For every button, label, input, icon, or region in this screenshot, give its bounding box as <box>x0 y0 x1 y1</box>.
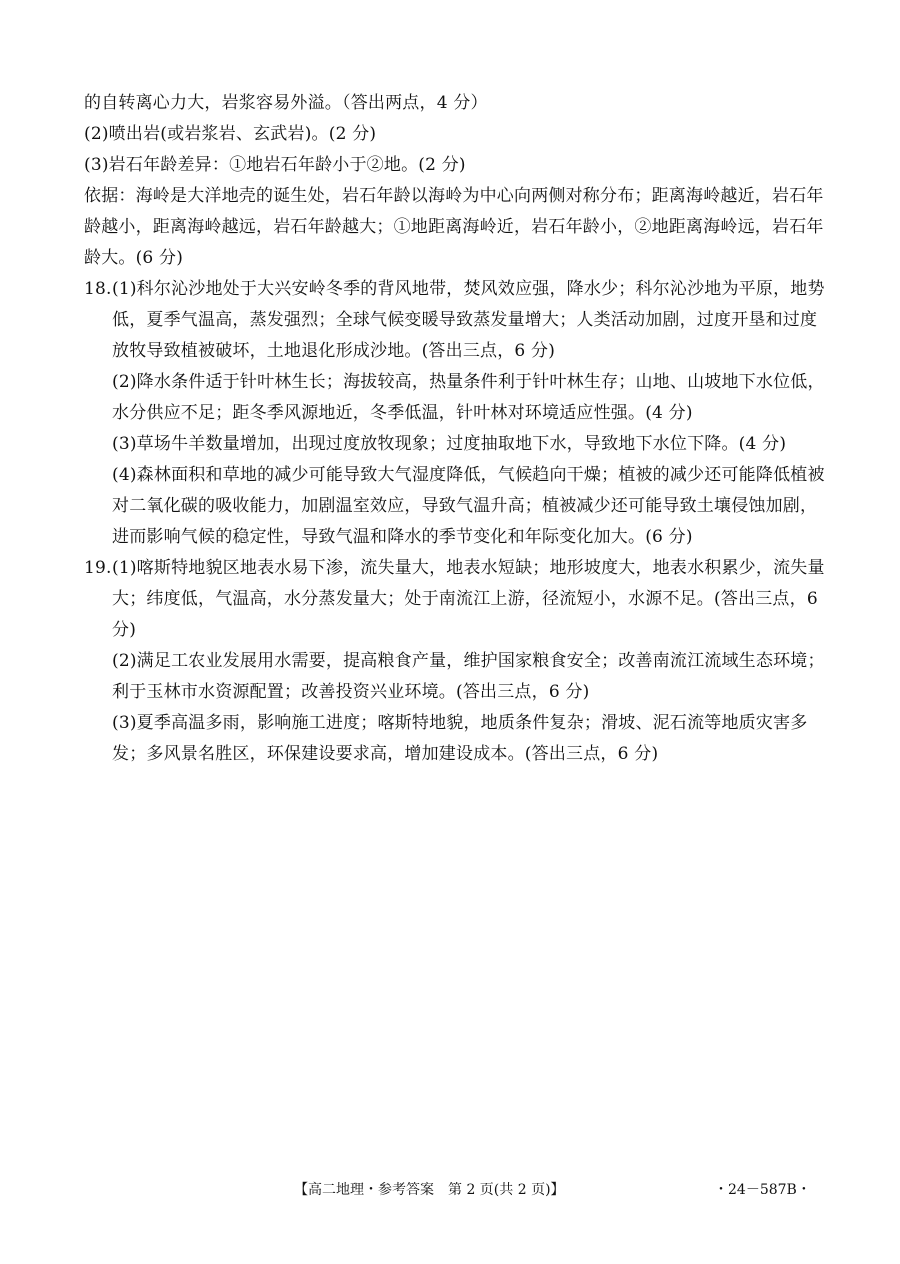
footer-doc-code: ・24－587B・ <box>714 1182 811 1198</box>
q17-part-2: (2)喷出岩(或岩浆岩、玄武岩)。(2 分) <box>84 124 377 144</box>
q19-part-1: (1)喀斯特地貌区地表水易下渗，流失量大，地表水短缺；地形坡度大，地表水积累少，流失量大；纬度低，气温高，水分蒸发量大；处于南流江上游，径流短小，水源不足。(答出三点，6 分) <box>112 558 825 640</box>
q18-part-2: (2)降水条件适于针叶林生长；海拔较高，热量条件利于针叶林生存；山地、山坡地下水位低，水分供应不足；距冬季风源地近，冬季低温，针叶林对环境适应性强。(4 分) <box>112 372 825 423</box>
q18-part-3: (3)草场牛羊数量增加，出现过度放牧现象；过度抽取地下水，导致地下水位下降。(4 分) <box>112 434 787 454</box>
answer-body <box>84 88 826 770</box>
question-18-number: 18. <box>84 279 112 299</box>
q17-part-3-reasoning: 依据：海岭是大洋地壳的诞生处，岩石年龄以海岭为中心向两侧对称分布；距离海岭越近，岩石年龄越小，距离海岭越远，岩石年龄越大；①地距离海岭近，岩石年龄小，②地距离海岭远，岩石年龄大。(6 分) <box>84 186 824 268</box>
q19-part-3: (3)夏季高温多雨，影响施工进度；喀斯特地貌，地质条件复杂；滑坡、泥石流等地质灾害多发；多风景名胜区，环保建设要求高，增加建设成本。(答出三点，6 分) <box>112 713 808 764</box>
q17-continuation-line: 的自转离心力大，岩浆容易外溢。（答出两点，4 分） <box>84 93 488 113</box>
q18-part-1: (1)科尔沁沙地处于大兴安岭冬季的背风地带，焚风效应强，降水少；科尔沁沙地为平原，地势低，夏季气温高，蒸发强烈；全球气候变暖导致蒸发量增大；人类活动加剧，过度开垦和过度放牧导致植被破坏，土地退化形成沙地。(答出三点，6 分) <box>112 279 825 361</box>
question-18 <box>84 274 826 553</box>
q18-part-4: (4)森林面积和草地的减少可能导致大气湿度降低，气候趋向干燥；植被的减少还可能降低植被对二氧化碳的吸收能力，加剧温室效应，导致气温升高；植被减少还可能导致土壤侵蚀加剧，进而影响气候的稳定性，导致气温和降水的季节变化和年际变化加大。(6 分) <box>112 465 825 547</box>
footer-page-info: 【高二地理・参考答案 第 2 页(共 2 页)】 <box>294 1182 565 1198</box>
question-19 <box>84 553 826 770</box>
question-19-number: 19. <box>84 558 112 578</box>
q19-part-2: (2)满足工农业发展用水需要，提高粮食产量，维护国家粮食安全；改善南流江流域生态环境；利于玉林市水资源配置；改善投资兴业环境。(答出三点，6 分) <box>112 651 825 702</box>
q17-part-3: (3)岩石年龄差异：①地岩石年龄小于②地。(2 分) <box>84 155 466 175</box>
